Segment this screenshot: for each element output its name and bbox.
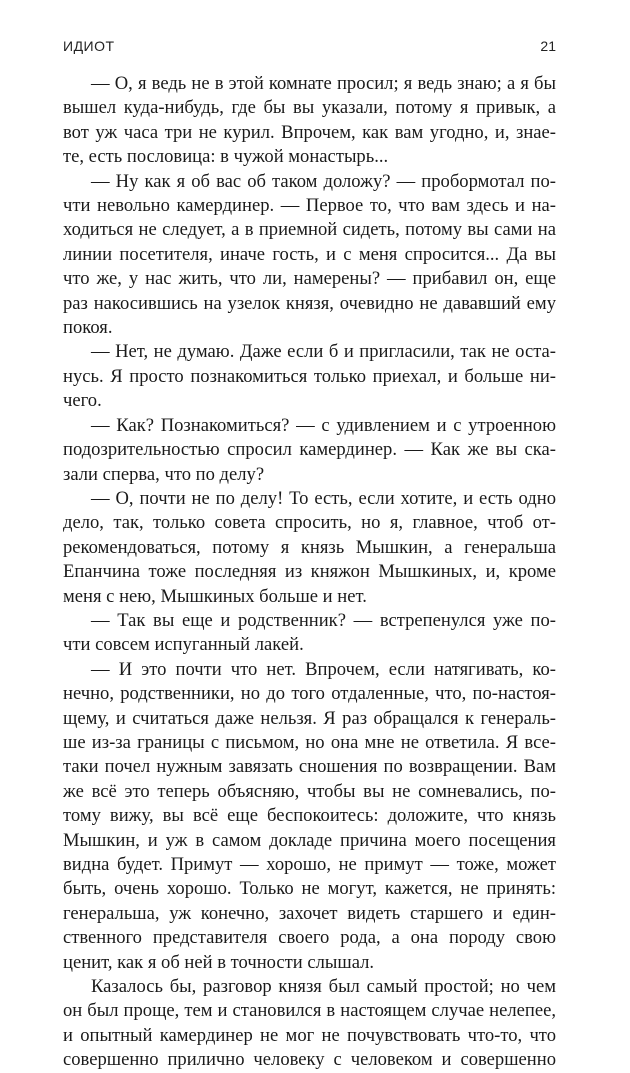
paragraph xyxy=(63,487,556,609)
text-line: же всё это теперь объясняю, чтобы вы не сомневались, по- xyxy=(63,780,556,802)
text-line: покоя. xyxy=(63,317,113,339)
text-line: он был проще, тем и становился в настоящем случае нелепее, xyxy=(63,1000,556,1022)
text-line: дело, так, только совета спросить, но я, главное, чтоб от- xyxy=(63,512,556,534)
paragraph xyxy=(63,658,556,975)
paragraph xyxy=(63,609,556,658)
paragraph xyxy=(63,340,556,413)
paragraph xyxy=(63,414,556,487)
text-line: Казалось бы, разговор князя был самый простой; но чем xyxy=(91,976,556,998)
text-line: и опытный камердинер не мог не почувствовать что-то, что xyxy=(63,1024,556,1046)
text-line: Епанчина тоже последняя из княжон Мышкиных, и, кроме xyxy=(63,561,556,583)
paragraph xyxy=(63,72,556,170)
text-line: нечно, родственники, но до того отдаленные, что, по-настоя- xyxy=(63,683,556,705)
text-line: вот уж часа три не курил. Впрочем, как вам угодно, и, знае- xyxy=(63,121,556,143)
running-head xyxy=(63,38,556,72)
text-line: подозрительностью спросил камердинер. — Как же вы ска- xyxy=(63,439,556,461)
text-line: совершенно прилично человеку с человеком и совершенно xyxy=(63,1049,556,1071)
text-line: рекомендоваться, потому я князь Мышкин, а генеральша xyxy=(63,536,556,558)
text-line: чего. xyxy=(63,390,102,412)
text-line: — И это почти что нет. Впрочем, если натягивать, ко- xyxy=(91,658,556,680)
text-line: — Нет, не думаю. Даже если б и пригласили, так не оста- xyxy=(91,341,556,363)
text-line: — Как? Познакомиться? — с удивлением и с утроенною xyxy=(91,414,556,436)
text-line: Мышкин, и уж в самом докладе причина моего посещения xyxy=(63,829,556,851)
running-title: ИДИОТ xyxy=(63,38,115,54)
text-line: щему, и считаться даже нельзя. Я раз обращался к генераль- xyxy=(63,707,556,729)
paragraph xyxy=(63,170,556,341)
text-line: ценит, как я об ней в точности слышал. xyxy=(63,951,375,973)
text-line: что же, у нас жить, что ли, намерены? — прибавил он, еще xyxy=(63,268,556,290)
text-line: ственного представителя своего рода, а она породу свою xyxy=(63,927,556,949)
text-line: ходиться не следует, а в приемной сидеть, потому вы сами на xyxy=(63,219,556,241)
text-line: чти совсем испуганный лакей. xyxy=(63,634,304,656)
text-line: тому вижу, вы всё еще беспокоитесь: доложите, что князь xyxy=(63,805,556,827)
text-line: — О, почти не по делу! То есть, если хотите, и есть одно xyxy=(91,487,556,509)
text-line: линии посетителя, иначе гость, и с меня спросится... Да вы xyxy=(63,243,556,265)
text-line: — Ну как я об вас об таком доложу? — пробормотал по- xyxy=(91,170,556,192)
text-line: видна будет. Примут — хорошо, не примут — тоже, может xyxy=(63,854,556,875)
text-line: раз накосившись на узелок князя, очевидно не дававший ему xyxy=(63,292,556,314)
text-line: ше из-за границы с письмом, но она мне не ответила. Я все- xyxy=(63,731,556,753)
text-line: те, есть пословица: в чужой монастырь... xyxy=(63,146,389,168)
text-line: быть, очень хорошо. Только не могут, кажется, не принять: xyxy=(63,878,556,900)
text-line: зали сперва, что по делу? xyxy=(63,463,265,485)
text-line: генеральша, уж конечно, захочет видеть старшего и един- xyxy=(63,902,556,924)
body-text xyxy=(63,72,556,1073)
text-line: чти невольно камердинер. — Первое то, что вам здесь и на- xyxy=(63,195,556,217)
text-line: нусь. Я просто познакомиться только приехал, и больше ни- xyxy=(63,365,556,387)
book-page xyxy=(63,38,556,1073)
text-line: таки почел нужным завязать сношения по возвращении. Вам xyxy=(63,756,556,778)
text-line: меня с нею, Мышкиных больше и нет. xyxy=(63,585,367,607)
text-line: — О, я ведь не в этой комнате просил; я ведь знаю; а я бы xyxy=(91,73,556,94)
page-number: 21 xyxy=(540,38,556,54)
paragraph xyxy=(63,975,556,1073)
text-line: — Так вы еще и родственник? — встрепенулся уже по- xyxy=(91,609,556,631)
text-line: вышел куда-нибудь, где бы вы указали, потому я привык, а xyxy=(63,97,556,119)
